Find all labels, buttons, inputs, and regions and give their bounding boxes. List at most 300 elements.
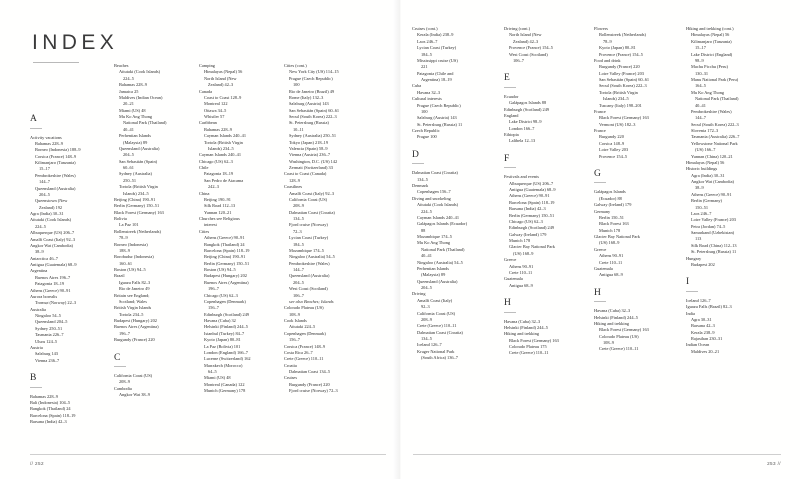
index-entry: Yellowstone National Park [691,140,738,146]
index-entry: Valencia (Spain) 58–9 [289,145,328,151]
index-entry: Barsana (India) 42–3 [30,419,67,424]
index-entry: China [199,190,210,196]
index-entry: Copenhagen (Denmark) [284,330,326,336]
index-entry: 134–5 [421,336,432,341]
index-entry: Athens 90–91 [599,253,624,259]
index-entry: Cultural interests [412,96,442,102]
index-entry: Sydney (Australia) 250–51 [289,133,337,139]
index-entry: 15–17 [39,166,50,172]
index-entry: Munich 178 [509,238,531,243]
index-entry: Lycian Coast (Turkey) [289,235,329,241]
index-entry: Fjord cruise (Norway) 72–3 [289,388,338,394]
entry-group-spacer [686,355,780,359]
index-entry: Mu Ko Ang Thong [691,89,725,95]
index-entry: Perhentian Islands [119,133,151,139]
index-entry: Lake District 98–9 [509,119,542,125]
index-entry: Black Forest 163 [599,221,629,227]
index-entry: Provence 154–5 [599,153,628,159]
index-entry: Corsica 148–9 [599,140,625,146]
index-entry: 164–5 [695,83,706,89]
index-entry: Black Forest (Germany) 163 [599,327,649,333]
index-entry: Berlin (Germany) 150–51 [509,212,555,218]
index-entry: Lycian Coast (Turkey) [417,45,457,51]
index-entry: British Virgin Islands [114,305,152,311]
index-entry: La Paz (Bolivia) 101 [204,343,241,349]
index-entry: Indian Ocean [686,342,710,348]
index-entry: Dalmatian Coast (Croatia) [417,329,463,335]
index-entry: Provence (France) 154–5 [599,51,643,57]
index-entry: Beaches [114,63,129,68]
index-entry: Loire Valley (France) 203 [691,217,736,223]
index-entry: Himalayas (Nepal) 56 [686,159,725,165]
index-entry: Machu Picchu (Peru) [691,64,728,70]
index-letter-heading: C [114,352,121,363]
index-entry: Driving (cont.) [504,26,531,31]
index-entry: Dalmatian Coast (Croatia) [412,170,458,176]
index-entry: 108–9 [289,311,300,317]
index-entry: Buenos Aires 196–7 [35,274,71,280]
index-entry: Chicago (US) 62–3 [509,218,543,224]
index-entry: 130–31 [695,70,709,76]
letter-divider [504,312,516,313]
index-entry: Athens (Greece) 90–91 [30,287,71,293]
index-entry: Bahamas 228–9 [119,82,147,88]
index-entry: Marrakech (Morocco) [204,362,243,368]
index-entry: Budapest (Hungary) 202 [204,273,247,279]
index-entry: Cayman Islands 240–41 [199,152,241,158]
index-entry: Budapest 202 [691,261,715,267]
index-entry: Caribbean [199,120,217,126]
index-entry: Austria [30,344,43,350]
index-entry: Seoul (South Korea) 222–3 [691,121,739,127]
index-entry: Angkor Wat (Cambodia) [30,242,73,248]
index-entry: Edinburgh (Scotland) 249 [204,311,250,317]
index-column [412,26,504,366]
index-entry: Maldives 20–21 [691,348,720,354]
index-entry: 204–5 [293,279,304,285]
index-entry: India [686,310,695,316]
index-entry: Cities (cont.) [284,63,307,68]
index-entry: Greece [504,257,517,263]
index-entry: Vermont (US) 182–3 [599,121,636,127]
index-entry: Amalfi Coast (Italy) [417,297,453,303]
index-entry: Churches see Religious [199,216,240,221]
index-entry: Galway (Ireland) 179 [509,231,547,237]
index-entry: Perhentian Islands [417,265,449,271]
entry-group-spacer [30,364,109,368]
folio-text-left: // 252 [30,461,44,466]
index-entry: Albuquerque (US) 206–7 [30,230,75,236]
index-entry: Hiking and trekking [594,320,629,326]
entry-group-spacer [686,268,780,272]
index-entry: Colorado Plateau (US) [599,333,639,339]
index-entry: 221 [421,64,428,70]
index-entry: Corsica (France) 148–9 [35,153,77,159]
index-entry: 208–9 [421,316,432,322]
index-entry: (Malaysia) 89 [123,139,148,145]
index-entry: 108–9 [603,340,614,345]
index-entry: Food and drink [594,57,621,63]
index-entry: Sydney (Australia) [119,171,152,177]
index-entry: Queensland (Australia) [289,273,330,279]
index-entry: Beijing (China) 190–91 [114,196,156,202]
index-column [284,63,376,399]
index-entry: 196–7 [208,286,219,292]
index-entry: Loire Valley (France) 203 [599,70,644,76]
index-entry: 204–5 [39,191,50,197]
index-entry: Crete 110–11 [509,269,533,275]
index-entry: North Island (New [204,75,237,81]
index-entry: Samarkand (Uzbekistan) [691,230,735,235]
letter-divider [686,291,698,292]
index-entry: Bangkok (Thailand) 24 [30,406,71,412]
index-entry: Ningaloo (Australia) 54–5 [417,259,463,265]
index-entry: Bangkok (Thailand) 24 [204,241,245,247]
index-entry: Costa Rica 26–7 [284,349,313,355]
index-entry: Agra (India) 30–31 [691,172,725,178]
index-entry: 204–5 [123,152,134,158]
index-entry: Galway (Ireland) 179 [594,202,632,208]
index-entry: Salzburg 143 [35,351,58,357]
index-entry: Queensland 204–5 [35,319,68,325]
index-entry: Yunnan 120–21 [204,209,232,215]
page-number-right [767,461,781,466]
index-entry: see also Beaches; Islands [289,298,334,304]
index-entry: 144–7 [39,179,50,185]
index-entry: Provence (France) 154–5 [509,45,553,51]
index-entry: San Pedro de Atacama [204,177,244,183]
index-entry: Patagonia 18–19 [35,281,65,287]
index-entry: 160–61 [119,260,133,266]
index-entry: Ecuador [504,93,519,99]
index-entry: Helsinki (Finland) 244–5 [594,314,638,320]
index-entry: 242–3 [208,184,219,190]
index-entry: Bahamas 228–9 [30,393,58,399]
index-entry: Kilimanjaro (Tanzania) [35,160,76,165]
index-entry: Lalibela 12–13 [509,138,536,144]
index-entry: Barsana 42–3 [691,323,715,329]
index-letter-heading: B [30,373,37,383]
index-entry: Angkor Wat (Cambodia) [691,179,734,184]
index-entry: Beijing (China) 190–91 [204,254,246,260]
index-entry: 150–51 [695,204,709,210]
index-entry: Salzburg (Austria) 143 [289,101,329,107]
index-entry: Fjord cruise (Norway) [289,222,328,228]
index-entry: Crete (Greece) 110–11 [417,323,457,329]
index-entry: Jamaica 25 [119,88,139,94]
index-entry: Rajasthan 230–31 [691,336,723,341]
index-entry: Ningaloo (Australia) 54–5 [289,254,335,260]
index-entry: (South Africa) 136–7 [421,355,458,361]
index-entry: San Sebastián (Spain) [119,158,158,164]
index-entry: Corsica (France) 148–9 [284,343,326,349]
entry-group-spacer [594,353,681,357]
index-entry: Tortola (British Virgin [119,184,158,190]
index-entry: Activity vacations [30,134,62,140]
index-entry: Silk Road (China) 112–13 [691,242,737,248]
index-entry: Tromsø (Norway) 22–3 [35,300,77,306]
index-letter-heading: A [30,114,37,124]
index-entry: Barsana (India) 42–3 [509,206,546,212]
index-entry: Beijing 190–91 [204,196,231,202]
index-entry: Flowers [594,26,608,31]
index-entry: 38–9 [35,249,44,255]
index-entry: 98–9 [695,57,704,63]
index-entry: North Island (New [509,32,542,38]
index-letter-heading: H [504,298,511,308]
index-entry: Argentina) 18–19 [421,77,452,82]
index-entry: Iguazu Falls (Brazil) 82–3 [686,304,732,310]
index-entry: 188–9 [119,247,130,253]
index-entry: 224–5 [123,75,134,81]
index-entry: 128–9 [289,177,300,183]
index-entry: Iguazu Falls 82–3 [119,279,151,285]
index-entry: Colorado Plateau 175 [509,344,547,349]
index-letter-heading: I [686,277,690,288]
letter-divider [504,167,516,168]
index-entry: 204–5 [421,285,432,290]
index-entry: New York City (US) 114–15 [289,69,339,75]
footer-divider [413,454,781,455]
entry-group-spacer [412,141,499,145]
index-entry: Germany [594,208,611,214]
index-entry: Scotland; Wales [119,298,147,304]
index-entry: Cruises (cont.) [412,26,438,31]
index-entry: Kruger National Park [417,348,455,354]
index-entry: Uluru 124–5 [35,338,58,344]
index-entry: Helsinki (Finland) 244–5 [504,324,548,330]
index-entry: 78–9 [119,235,128,241]
index-entry: Denmark [412,183,429,188]
index-entry: 224–5 [421,208,432,214]
index-entry: Zealand) 42–3 [513,38,539,44]
index-entry: La Paz 101 [119,222,139,228]
index-entry: Antigua (Guatemala) 68–9 [509,187,556,192]
index-entry: 156–7 [208,305,219,311]
index-entry: 40–41 [695,102,706,108]
index-entry: Tuscany (Italy) 198–201 [599,102,642,108]
index-entry: Aitutaki (Cook Islands) [417,202,459,208]
index-entry: 156–7 [289,337,300,343]
index-entry: Brazil [114,273,125,279]
index-entry: Coastlines [284,184,303,190]
index-entry: Silk Road 112–13 [204,203,236,209]
index-entry: National Park (Thailand) [695,96,739,102]
index-entry: Barcelona (Spain) 118–19 [30,412,76,418]
index-entry: 250–51 [123,177,137,183]
index-column [504,26,594,361]
index-entry: Tokyo (Japan) 218–19 [289,139,329,145]
index-entry: Athens (Greece) 90–91 [509,193,550,199]
index-entry: Kyoto (Japan) 80–81 [599,45,636,51]
index-entry: 15–17 [695,45,706,51]
index-entry: Helsinki (Finland) 244–5 [204,324,248,330]
index-entry: Greece [594,246,607,252]
index-entry: Islands) 234–5 [123,190,149,196]
index-entry: Cambodia [114,385,132,391]
index-column [686,26,782,359]
index-entry: Antarctica 46–7 [30,255,58,261]
index-entry: Agra (India) 30–31 [30,211,64,216]
index-entry: 20–21 [123,101,134,107]
page-right [400,0,800,479]
entry-group-spacer [504,145,589,149]
index-entry: Montreal (Canada) 122 [204,381,245,387]
index-entry: 92–3 [421,304,430,310]
index-entry: 106–7 [293,292,304,298]
index-entry: 100 [421,108,428,114]
index-entry: Czech Republic [412,128,440,133]
index-entry: 134–5 [417,176,428,182]
index-entry: Cook Islands [284,318,307,323]
index-entry: Pembrokeshire (Wales) [289,260,330,266]
index-entry: 64–5 [208,369,217,374]
index-entry: Galápagos Islands 88 [509,100,547,106]
index-entry: (Malaysia) 89 [421,272,446,278]
index-entry: Berlin (Germany) 150–51 [204,260,250,266]
index-entry: Queensland (Australia) [119,145,160,151]
index-entry: Hiking and trekking [504,331,539,337]
index-entry: 10–11 [293,126,304,132]
index-entry: Antigua 68–9 [599,272,623,278]
index-entry: Islands) 234–5 [208,145,234,151]
index-entry: Mozambique 174–5 [417,234,452,239]
index-entry: Vienna (Austria) 236–7 [289,152,330,158]
index-entry: Seoul (South Korea) 222–3 [599,83,647,89]
index-entry: Amalfi Coast (Italy) 92–3 [289,190,334,196]
index-entry: Chicago (US) 62–3 [199,158,233,164]
index-entry: Dalmatian Coast 134–5 [289,369,331,374]
index-entry: Lake District (England) [691,51,733,57]
index-entry: Havana 32–3 [417,89,441,95]
index-entry: West Coast (Scotland) [509,51,548,57]
index-entry: Whistler 57 [204,114,225,119]
index-entry: Mu Ko Ang Thong [417,240,451,246]
index-entry: Zermatt (Switzerland) 33 [289,165,333,170]
index-entry: Boston (US) 94–5 [204,267,236,272]
index-entry: Tasmania 226–7 [35,332,64,338]
index-entry: Athens 90–91 [509,263,534,269]
index-entry: France [594,128,606,133]
index-entry: Rome (Italy) 132–3 [289,94,324,100]
index-entry: Galápagos Islands (Ecuador) [417,221,468,227]
letter-divider [30,128,42,129]
index-column [114,63,199,403]
index-entry: Agra 30–31 [691,316,712,322]
index-entry: Angkor Wat 38–9 [119,392,150,398]
index-entry: Burgundy 220 [599,134,624,140]
index-entry: National Park (Thailand) [421,246,465,252]
index-entry: Zealand) 192 [39,204,63,210]
index-entry: Havana (Cuba) 32–3 [504,318,541,324]
index-entry: Black Forest (Germany) 163 [509,337,559,343]
index-entry: Slovenia 172–3 [691,128,719,133]
index-entry: Loire Valley 203 [599,147,629,153]
index-entry: Ottawa 34–5 [204,107,227,113]
index-entry: Istanbul (Turkey) 84–7 [204,330,245,336]
index-column [30,63,114,429]
index-entry: Berlin (Germany) [691,198,722,204]
index-entry: Zealand) 42–3 [208,82,234,88]
index-entry: England [504,112,519,118]
index-entry: Cayman Islands 240–41 [417,214,459,220]
index-entry: Albuquerque (US) 206–7 [509,180,554,186]
index-entry: Coast to Coast (Canada) [284,171,327,177]
entry-group-spacer [504,64,589,68]
index-entry: Patagonia (Chile and [417,70,454,76]
index-entry: 134–5 [293,216,304,221]
index-entry: Salzburg (Austria) 143 [417,115,457,121]
index-entry: Britain see England; [114,292,150,298]
index-entry: Burgundy (France) 220 [599,64,640,70]
index-entry: Guatemala [504,276,523,282]
index-entry: Festivals and events [504,174,539,180]
index-entry: Havana (Cuba) 32–3 [594,308,631,314]
page-title: INDEX [32,31,119,54]
index-letter-heading: E [504,73,510,84]
index-entry: Miami (US) 48 [119,107,146,113]
index-entry: California Coast (US) [289,196,328,202]
index-entry: Prague (Czech Republic) [417,102,461,108]
index-entry: 40–41 [421,253,432,259]
index-column [594,26,686,357]
index-entry: Rio de Janeiro 49 [119,286,150,292]
index-entry: Amalfi Coast (Italy) 92–3 [30,236,75,242]
index-entry: California Coast (US) [417,310,456,316]
index-entry: Black Forest (Germany) 163 [114,209,164,215]
index-entry: Vienna 236–7 [35,357,60,363]
entry-group-spacer [114,344,194,348]
index-entry: 144–7 [695,115,706,121]
letter-divider [412,163,424,164]
index-entry: Burgundy (France) 220 [114,337,155,343]
index-entry: Aitutaki 224–5 [289,324,316,330]
index-entry: (US) 166–7 [695,147,716,153]
index-entry: Manu National Park (Peru) [691,77,739,82]
index-entry: 38–9 [695,185,704,191]
index-entry: San Sebastián (Spain) 60–61 [599,77,650,82]
index-entry: West Coast (Scotland) [289,286,328,292]
index-column [199,63,284,399]
index-entry: Berlin (Germany) 150–51 [114,203,160,209]
index-entry: Edinburgh (Scotland) 249 [504,106,550,112]
letter-divider [504,87,516,88]
index-entry: Guatemala [594,265,613,271]
index-entry: Miami (US) 48 [204,375,231,381]
index-entry: Bollenstreek (Netherlands) [599,32,646,38]
entry-group-spacer [594,279,681,283]
index-entry: Munich 178 [599,227,621,233]
index-entry: Barcelona (Spain) 118–19 [204,247,250,253]
index-entry: Edinburgh (Scotland) 249 [509,225,555,231]
index-entry: Burgundy (France) 220 [289,381,330,387]
index-entry: 144–7 [293,267,304,272]
index-entry: Kerala 238–9 [691,329,715,335]
index-entry: Borneo (Indonesia) 188–9 [35,147,81,153]
entry-group-spacer [199,395,279,399]
index-entry: Mississippi cruise (US) [417,57,458,63]
index-entry: London 166–7 [509,125,535,131]
index-entry: 72–3 [293,228,302,234]
index-entry: Borobudur (Indonesia) [114,254,154,260]
index-entry: 113 [695,236,702,242]
index-entry: Mozambique 174–5 [289,247,324,253]
index-entry: Prague 100 [417,134,437,140]
index-entry: Havana (Cuba) 32 [204,318,236,323]
index-entry: Cayman Islands 240–41 [204,133,246,139]
index-entry: 78–9 [603,38,612,44]
index-entry: interest [204,222,217,228]
